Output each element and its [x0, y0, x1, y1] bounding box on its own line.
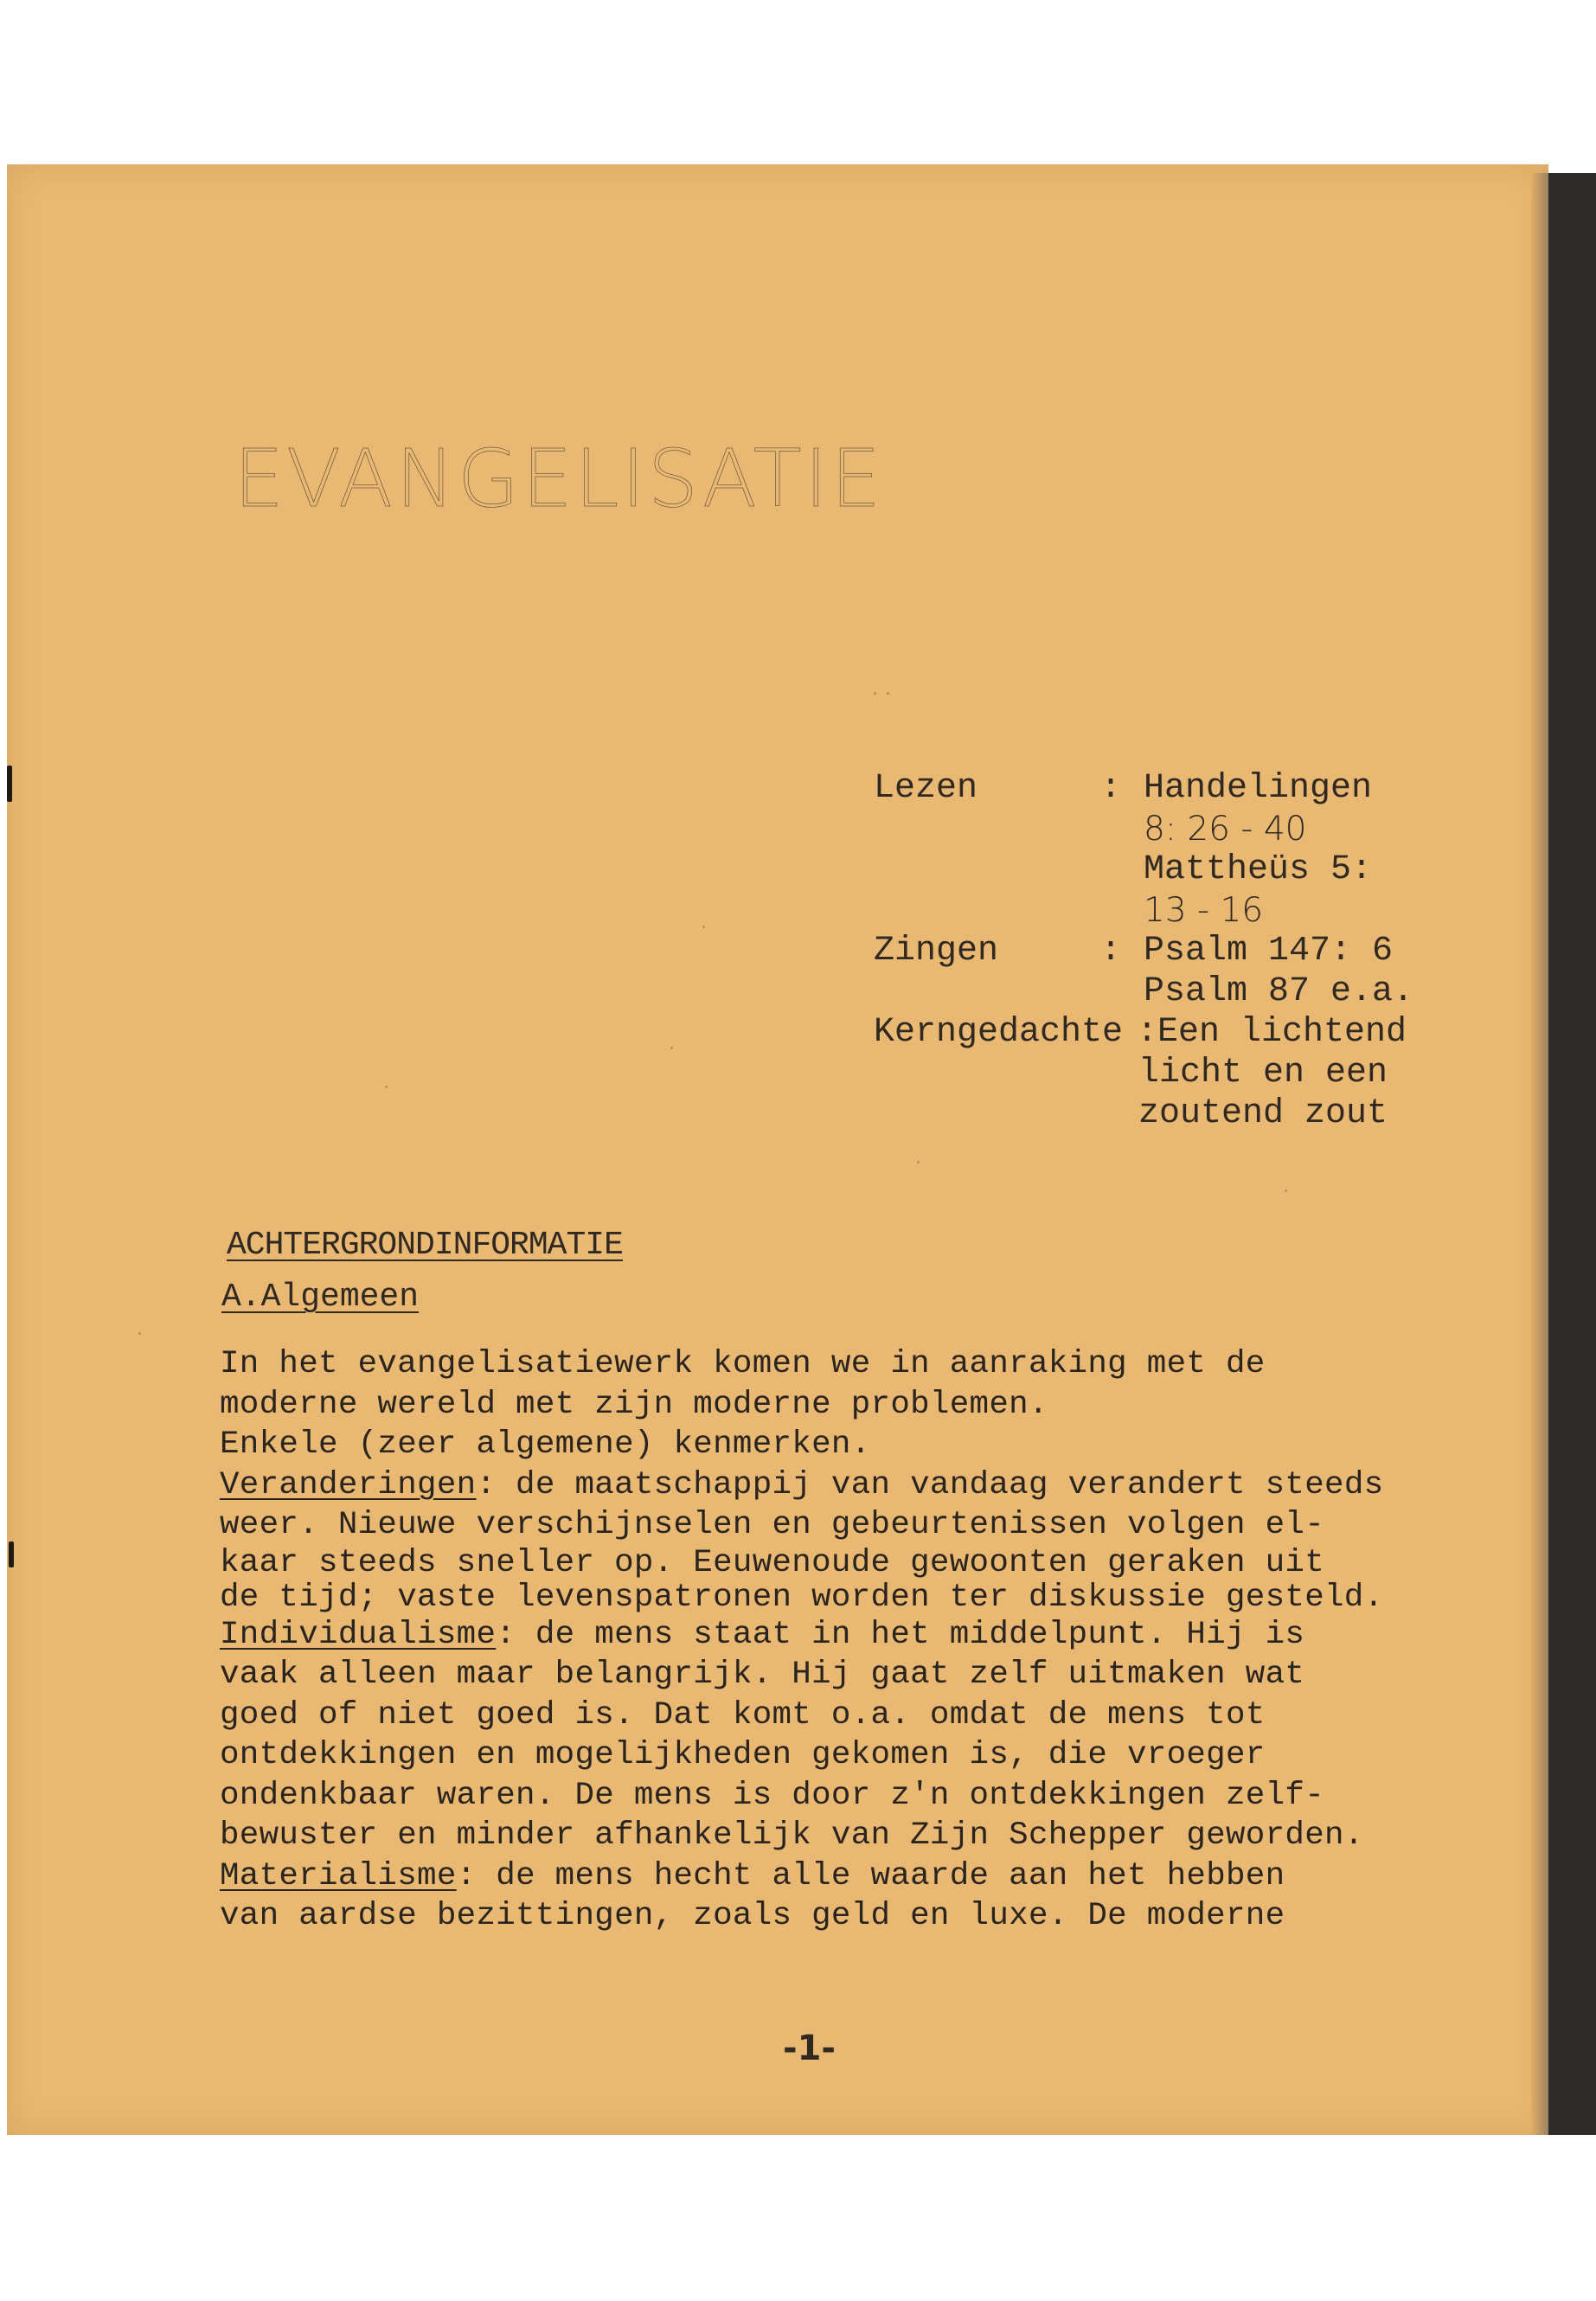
text-line: weer. Nieuwe verschijnselen en gebeurtenissen volgen el-: [220, 1507, 1325, 1543]
reading-label: [874, 1012, 1137, 1134]
binding-mark-bottom: [9, 1541, 14, 1567]
colon-separator: :: [1100, 769, 1122, 808]
paper-speck: [670, 1047, 673, 1049]
paper-speck: [138, 1332, 141, 1335]
reading-value: Psalm 87 e.a.: [1144, 972, 1414, 1011]
reading-value: Psalm 147: 6: [1144, 932, 1394, 971]
term-veranderingen: Veranderingen: [220, 1466, 477, 1503]
reading-value: licht en een: [1138, 1054, 1388, 1093]
reading-label: [874, 768, 1100, 931]
colon-separator: :: [1137, 1013, 1158, 1052]
text-fragment: : de mens staat in het middelpunt. Hij is: [496, 1616, 1305, 1653]
reading-value: Handelingen: [1144, 769, 1373, 808]
text-line: de tijd; vaste levenspatronen worden ter diskussie gesteld.: [220, 1579, 1384, 1616]
reading-values: [1138, 1012, 1407, 1134]
reading-value-handwritten: 8: 26 - 40: [1144, 810, 1307, 849]
paper-speck: [887, 692, 889, 695]
term-individualisme: Individualisme: [220, 1616, 497, 1653]
paper-speck: [874, 692, 876, 695]
reading-label: [874, 931, 1100, 1012]
paper-speck: [917, 1161, 920, 1163]
text-fragment: : de maatschappij van vandaag verandert steeds: [476, 1466, 1384, 1503]
text-line: [220, 1856, 1457, 1897]
reading-value: zoutend zout: [1138, 1094, 1388, 1133]
page-number: -1-: [783, 2029, 836, 2068]
reading-value: Mattheüs 5:: [1144, 850, 1373, 889]
section-heading: ACHTERGRONDINFORMATIE: [227, 1227, 623, 1264]
text-line: ondenkbaar waren. De mens is door z'n ontdekkingen zelf-: [220, 1777, 1325, 1814]
text-line: vaak alleen maar belangrijk. Hij gaat zelf uitmaken wat: [220, 1657, 1305, 1693]
text-line: [220, 1465, 1457, 1506]
text-fragment: : de mens hecht alle waarde aan het hebben: [456, 1857, 1285, 1894]
paper-speck: [385, 1086, 388, 1088]
reading-row-zingen: [874, 931, 1497, 1012]
reading-label-text: Lezen: [874, 769, 978, 808]
text-line: ontdekkingen en mogelijkheden gekomen is, die vroeger: [220, 1737, 1266, 1773]
colon-separator: :: [1100, 932, 1122, 971]
reading-row-lezen: [874, 768, 1497, 931]
reading-label-text: Zingen: [874, 932, 999, 971]
text-line: van aardse bezittingen, zoals geld en luxe. De moderne: [220, 1898, 1285, 1934]
text-line: goed of niet goed is. Dat komt o.a. omdat de mens tot: [220, 1696, 1266, 1734]
body-paragraph: [220, 1344, 1457, 1937]
text-line: [220, 1615, 1457, 1656]
text-line: Enkele (zeer algemene) kenmerken.: [220, 1426, 871, 1463]
paper-speck: [1285, 1189, 1287, 1192]
text-line: kaar steeds sneller op. Eeuwenoude gewoonten geraken uit: [220, 1544, 1325, 1581]
document-title: EVANGELISATIE: [234, 433, 884, 525]
text-line: In het evangelisatiewerk komen we in aanraking met de: [220, 1346, 1266, 1382]
reading-values: [1144, 931, 1413, 1012]
scan-background-edge: [1548, 173, 1596, 2135]
reading-value-handwritten: 13 - 16: [1144, 891, 1264, 930]
text-line: moderne wereld met zijn moderne problemen.: [220, 1386, 1048, 1423]
term-materialisme: Materialisme: [220, 1857, 457, 1894]
reading-values: [1144, 768, 1372, 931]
text-line: bewuster en minder afhankelijk van Zijn Schepper geworden.: [220, 1817, 1364, 1854]
paper-speck: [702, 926, 705, 928]
reading-value: Een lichtend: [1157, 1013, 1407, 1052]
reading-row-kerngedachte: [874, 1012, 1497, 1134]
reading-label-text: Kerngedachte: [874, 1013, 1124, 1052]
readings-block: [874, 768, 1497, 1134]
binding-mark-top: [7, 766, 12, 802]
sub-heading: A.Algemeen: [221, 1279, 420, 1316]
